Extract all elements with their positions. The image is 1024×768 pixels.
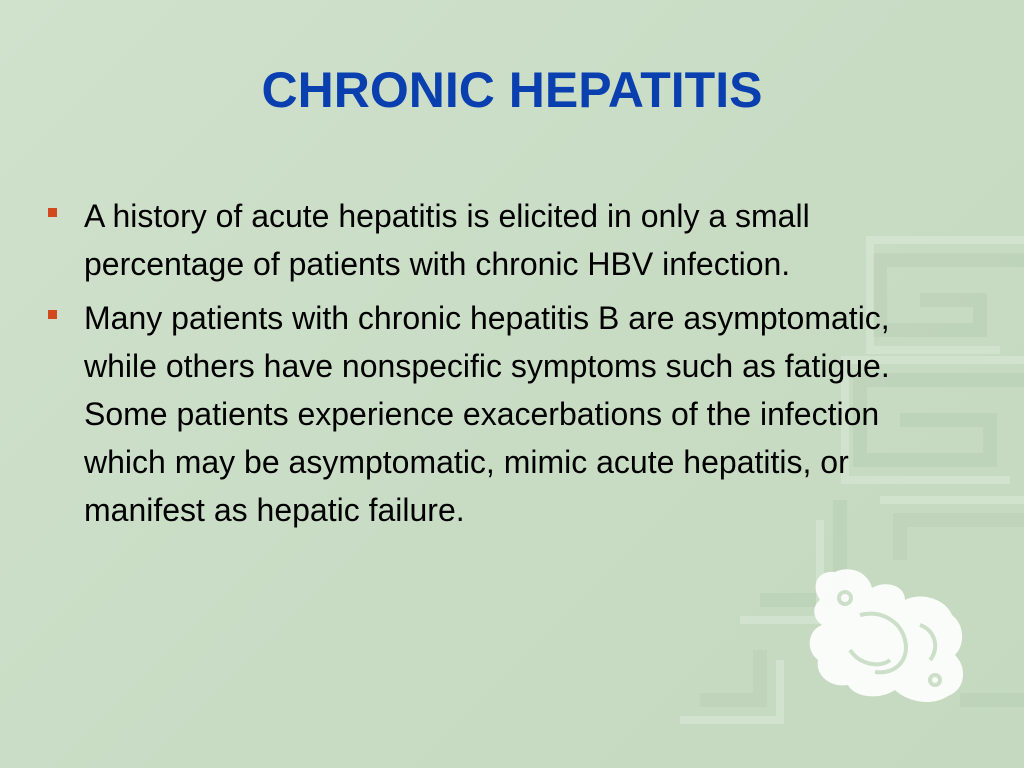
slide-title: CHRONIC HEPATITIS [261,62,763,118]
bullet-item [48,192,948,288]
square-bullet-icon [48,208,57,217]
square-bullet-icon [48,310,57,319]
bullet-list [48,192,948,540]
bullet-text: A history of acute hepatitis is elicited in only a small percentage of patients with chronic HBV infection. [84,198,810,282]
bullet-item [48,294,948,534]
bullet-text: Many patients with chronic hepatitis B are asymptomatic, while others have nonspecific symptoms such as fatigue. Some patients experience exacerbations of the infection which may be asymptomatic, mimic acute hepatitis, or manifest as hepatic failure. [84,300,890,528]
